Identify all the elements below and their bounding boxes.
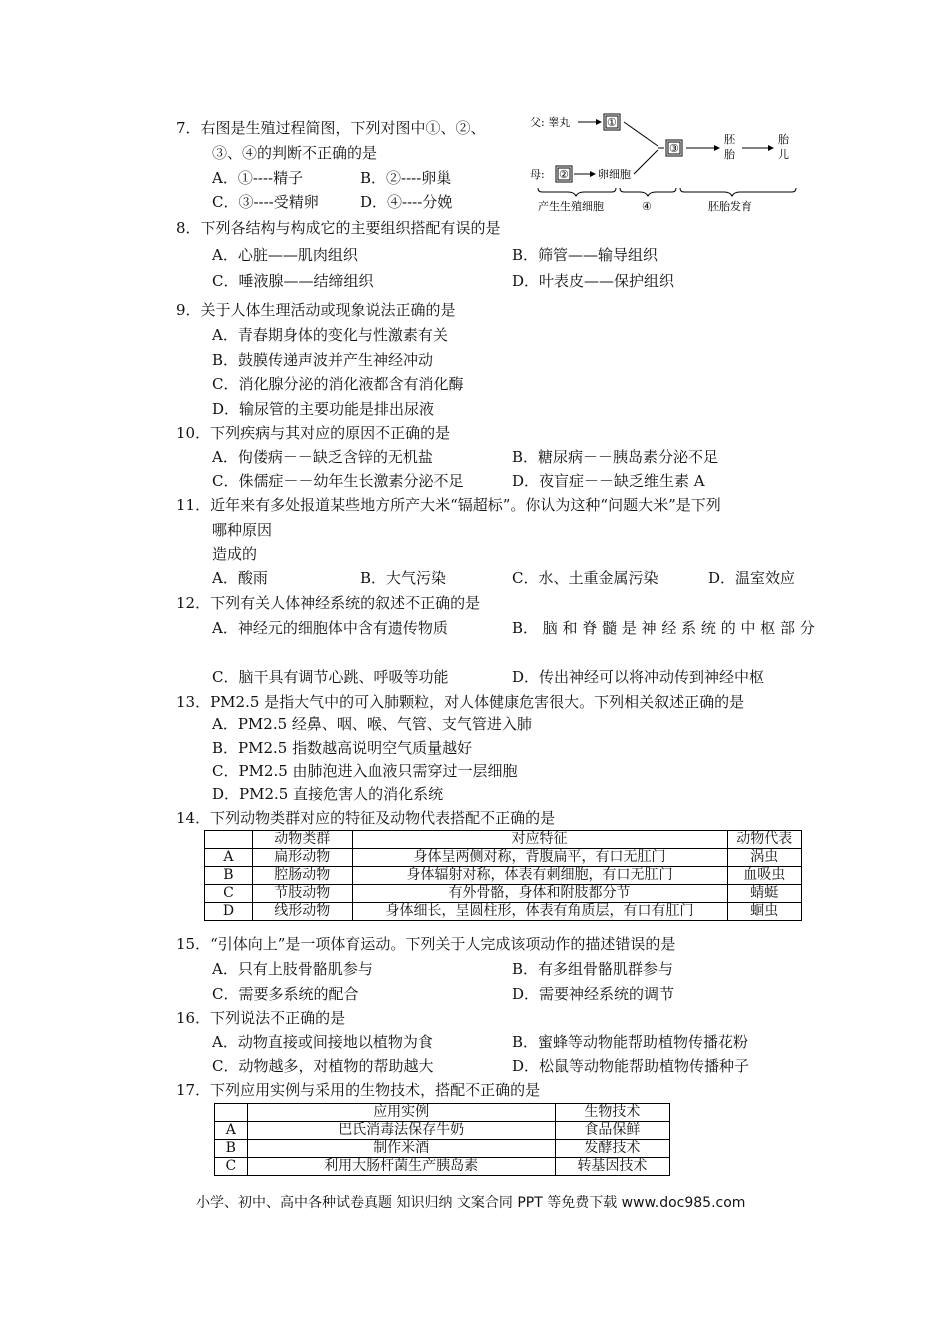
diagram-fetus-1: 胎 (778, 133, 789, 146)
q12-option-d: D．传出神经可以将冲动传到神经中枢 (512, 668, 765, 686)
page-footer: 小学、初中、高中各种试卷真题 知识归纳 文案合同 PPT 等免费下载 www.doc985.com (196, 1195, 746, 1211)
table-header-cell: 动物代表 (727, 831, 801, 849)
table-cell: 线形动物 (252, 903, 352, 921)
table-cell: 节肢动物 (252, 885, 352, 903)
table-cell: 蛔虫 (727, 903, 801, 921)
table-cell: 扁形动物 (252, 849, 352, 867)
q8-option-b: B．筛管——输导组织 (512, 246, 659, 264)
q16-option-b: B．蜜蜂等动物能帮助植物传播花粉 (512, 1033, 749, 1051)
diagram-label-4: ④ (642, 200, 652, 213)
table-cell: 涡虫 (727, 849, 801, 867)
table-header-row (215, 1104, 670, 1122)
diagram-label-embryo-development: 胚胎发育 (708, 200, 752, 213)
q10-option-a: A．佝偻病－－缺乏含锌的无机盐 (212, 448, 433, 466)
q7-option-a: A．①----精子 (212, 169, 304, 187)
table-row (205, 849, 802, 867)
table-cell: 制作米酒 (247, 1140, 555, 1158)
table-row (205, 885, 802, 903)
diagram-fetus-2: 儿 (778, 148, 789, 161)
q12-option-c: C．脑干具有调节心跳、呼吸等功能 (212, 668, 449, 686)
q9-option-a: A．青春期身体的变化与性激素有关 (212, 326, 448, 344)
q10-option-d: D．夜盲症－－缺乏维生素 A (512, 472, 705, 490)
q11-stem-line2: 哪种原因 (212, 521, 273, 539)
q11-stem-line1: 11．近年来有多处报道某些地方所产大米“镉超标”。你认为这种“问题大米”是下列 (176, 496, 721, 514)
table-cell: 食品保鲜 (555, 1122, 669, 1140)
table-cell: 身体呈两侧对称，背腹扁平，有口无肛门 (352, 849, 727, 867)
q9-option-d: D．输尿管的主要功能是排出尿液 (212, 400, 435, 418)
q12-option-b: B． 脑 和 脊 髓 是 神 经 系 统 的 中 枢 部 分 (512, 619, 815, 637)
table-cell: 身体辐射对称，体表有刺细胞，有口无肛门 (352, 867, 727, 885)
diagram-box2: ② (559, 168, 569, 181)
table-header-row (205, 831, 802, 849)
q11-option-d: D．温室效应 (708, 569, 796, 587)
diagram-egg: 卵细胞 (598, 168, 631, 181)
table-cell: C (215, 1158, 248, 1176)
q14-stem: 14．下列动物类群对应的特征及动物代表搭配不正确的是 (176, 809, 556, 827)
q15-stem: 15．“引体向上”是一项体育运动。下列关于人完成该项动作的描述错误的是 (176, 935, 676, 953)
table-cell: 转基因技术 (555, 1158, 669, 1176)
table-cell: 腔肠动物 (252, 867, 352, 885)
q11-option-c: C．水、土重金属污染 (512, 569, 659, 587)
q12-option-a: A．神经元的细胞体中含有遗传物质 (212, 619, 448, 637)
diagram-father: 父: 睾丸 (530, 116, 571, 129)
diagram-box3: ③ (669, 142, 679, 155)
q13-stem: 13．PM2.5 是指大气中的可入肺颗粒，对人体健康危害很大。下列相关叙述正确的是 (176, 693, 745, 711)
q11-option-a: A．酸雨 (212, 569, 268, 587)
q7-stem-line2: ③、④的判断不正确的是 (212, 144, 378, 162)
q11-stem-line3: 造成的 (212, 545, 258, 563)
q8-option-d: D．叶表皮——保护组织 (512, 272, 675, 290)
q13-option-c: C．PM2.5 由肺泡进入血液只需穿过一层细胞 (212, 762, 518, 780)
q9-option-c: C．消化腺分泌的消化液都含有消化酶 (212, 375, 464, 393)
table-header-cell (205, 831, 253, 849)
table-cell: A (205, 849, 253, 867)
q8-stem: 8．下列各结构与构成它的主要组织搭配有误的是 (176, 219, 501, 237)
table-cell: 巴氏消毒法保存牛奶 (247, 1122, 555, 1140)
q16-stem: 16．下列说法不正确的是 (176, 1009, 346, 1027)
q16-option-d: D．松鼠等动物能帮助植物传播种子 (512, 1057, 750, 1075)
q15-option-d: D．需要神经系统的调节 (512, 985, 675, 1003)
q9-stem: 9．关于人体生理活动或现象说法正确的是 (176, 301, 456, 319)
q9-option-b: B．鼓膜传递声波并产生神经冲动 (212, 351, 434, 369)
q17-stem: 17．下列应用实例与采用的生物技术，搭配不正确的是 (176, 1081, 541, 1099)
table-header-cell (215, 1104, 248, 1122)
q7-option-d: D．④----分娩 (360, 193, 453, 211)
table-cell: 身体细长，呈圆柱形，体表有角质层，有口有肛门 (352, 903, 727, 921)
q13-option-b: B．PM2.5 指数越高说明空气质量越好 (212, 739, 473, 757)
table-header-cell: 动物类群 (252, 831, 352, 849)
table-cell: D (205, 903, 253, 921)
table-header-cell: 应用实例 (247, 1104, 555, 1122)
q8-option-c: C．唾液腺——结缔组织 (212, 272, 374, 290)
table-header-cell: 对应特征 (352, 831, 727, 849)
q7-option-b: B．②----卵巢 (360, 169, 452, 187)
q14-table (204, 830, 802, 921)
table-cell: 血吸虫 (727, 867, 801, 885)
reproduction-diagram (528, 110, 808, 218)
table-cell: B (205, 867, 253, 885)
diagram-box1: ① (607, 116, 617, 129)
diagram-embryo-2: 胎 (724, 148, 735, 161)
q15-option-a: A．只有上肢骨骼肌参与 (212, 960, 373, 978)
table-cell: A (215, 1122, 248, 1140)
table-row (205, 867, 802, 885)
q10-option-c: C．侏儒症－－幼年生长激素分泌不足 (212, 472, 464, 490)
table-row (215, 1158, 670, 1176)
q12-stem: 12．下列有关人体神经系统的叙述不正确的是 (176, 594, 481, 612)
table-row (205, 903, 802, 921)
q7-stem-line1: 7．右图是生殖过程简图，下列对图中①、②、 (176, 119, 486, 137)
q10-stem: 10．下列疾病与其对应的原因不正确的是 (176, 424, 451, 442)
q15-option-c: C．需要多系统的配合 (212, 985, 359, 1003)
q10-option-b: B．糖尿病－－胰岛素分泌不足 (512, 448, 719, 466)
q11-option-b: B．大气污染 (360, 569, 447, 587)
diagram-label-gametes: 产生生殖细胞 (538, 200, 604, 213)
q13-option-a: A．PM2.5 经鼻、咽、喉、气管、支气管进入肺 (212, 715, 532, 733)
table-row (215, 1122, 670, 1140)
q16-option-a: A．动物直接或间接地以植物为食 (212, 1033, 433, 1051)
table-cell: 利用大肠杆菌生产胰岛素 (247, 1158, 555, 1176)
diagram-mother: 母: (530, 168, 545, 181)
diagram-embryo-1: 胚 (724, 133, 735, 146)
table-header-cell: 生物技术 (555, 1104, 669, 1122)
q7-option-c: C．③----受精卵 (212, 193, 319, 211)
table-row (215, 1140, 670, 1158)
table-cell: B (215, 1140, 248, 1158)
q13-option-d: D．PM2.5 直接危害人的消化系统 (212, 785, 444, 803)
table-cell: C (205, 885, 253, 903)
q8-option-a: A．心脏——肌肉组织 (212, 246, 358, 264)
table-cell: 有外骨骼，身体和附肢都分节 (352, 885, 727, 903)
table-cell: 发酵技术 (555, 1140, 669, 1158)
q15-option-b: B．有多组骨骼肌群参与 (512, 960, 674, 978)
q16-option-c: C．动物越多，对植物的帮助越大 (212, 1057, 434, 1075)
q17-table (214, 1103, 670, 1176)
table-cell: 蜻蜓 (727, 885, 801, 903)
